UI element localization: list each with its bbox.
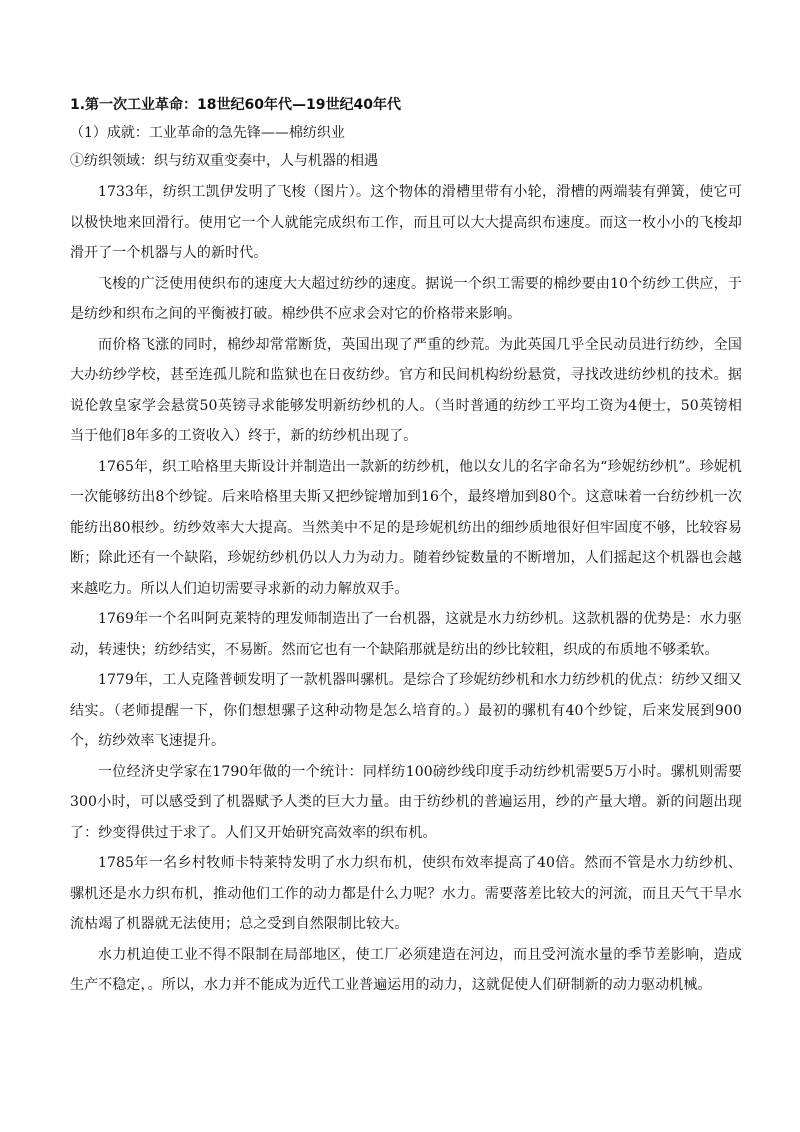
paragraph-water-frame: 1769年一个名叫阿克莱特的理发师制造出了一台机器，这就是水力纺纱机。这款机器的优势是：水力驱动，转速快；纺纱结实，不易断。然而它也有一个缺陷那就是纺出的纱比较粗，织成的布质地不够柔软。 — [70, 611, 742, 658]
paragraph-mule: 1779年，工人克隆普顿发明了一款机器叫骡机。是综合了珍妮纺纱机和水力纺纱机的优点：纺纱又细又结实。（老师提醒一下，你们想想骡子这种动物是怎么培育的。）最初的骡机有40个纱锭，后来发展到900个，纺纱效率飞速提升。 — [70, 672, 742, 749]
section-title: ①纺织领域：织与纺双重变奏中，人与机器的相遇 — [70, 153, 378, 169]
paragraph-power-loom: 1785年一名乡村牧师卡特莱特发明了水力织布机，使织布效率提高了40倍。然而不管是水力纺纱机、骡机还是水力织布机，推动他们工作的动力都是什么力呢？水力。需要落差比较大的河流，而且天气干旱水流枯竭了机器就无法使用；总之受到自然限制比较大。 — [70, 855, 742, 932]
section-heading: 1.第一次工业革命：18世纪60年代—19世纪40年代 — [70, 97, 401, 113]
paragraph-yarn-famine: 而价格飞涨的同时，棉纱却常常断货，英国出现了严重的纱荒。为此英国几乎全民动员进行纺纱，全国大办纺纱学校，甚至连孤儿院和监狱也在日夜纺纱。官方和民间机构纷纷悬赏，寻找改进纺纱机的技术。据说伦敦皇家学会悬赏50英镑寻求能够发明新纺纱机的人。（当时普通的纺纱工平均工资为4便士，50英镑相当于他们8年多的工资收入）终于，新的纺纱机出现了。 — [70, 336, 742, 444]
paragraph-yarn-shortage-cause: 飞梭的广泛使用使织布的速度大大超过纺纱的速度。据说一个织工需要的棉纱要由10个纺纱工供应，于是纺纱和织布之间的平衡被打破。棉纱供不应求会对它的价格带来影响。 — [70, 275, 742, 322]
subheading: （1）成就：工业革命的急先锋——棉纺织业 — [70, 125, 345, 141]
paragraph-statistics: 一位经济史学家在1790年做的一个统计：同样纺100磅纱线印度手动纺纱机需要5万小时。骡机则需要300小时，可以感受到了机器赋予人类的巨大力量。由于纺纱机的普遍运用，纱的产量大增。新的问题出现了：纱变得供过于求了。人们又开始研究高效率的织布机。 — [70, 763, 742, 841]
paragraph-water-power-limits: 水力机迫使工业不得不限制在局部地区，使工厂必须建造在河边，而且受河流水量的季节差影响，造成生产不稳定，。所以，水力并不能成为近代工业普遍运用的动力，这就促使人们研制新的动力驱动机械。 — [70, 946, 742, 993]
document-page — [70, 93, 742, 1001]
paragraph-jenny-machine: 1765年，织工哈格里夫斯设计并制造出一款新的纺纱机，他以女儿的名字命名为“珍妮纺纱机”。珍妮机一次能够纺出8个纱锭。后来哈格里夫斯又把纱锭增加到16个，最终增加到80个。这意味着一台纺纱机一次能纺出80根纱。纺纱效率大大提高。当然美中不足的是珍妮机纺出的细纱质地很好但牢固度不够，比较容易断；除此还有一个缺陷，珍妮纺纱机仍以人力为动力。随着纱锭数量的不断增加，人们摇起这个机器也会越来越吃力。所以人们迫切需要寻求新的动力解放双手。 — [70, 458, 742, 597]
paragraph-flying-shuttle: 1733年，纺织工凯伊发明了飞梭（图片）。这个物体的滑槽里带有小轮，滑槽的两端装有弹簧，使它可以极快地来回滑行。使用它一个人就能完成织布工作，而且可以大大提高织布速度。而这一枚小小的飞梭却滑开了一个机器与人的新时代。 — [70, 184, 742, 261]
